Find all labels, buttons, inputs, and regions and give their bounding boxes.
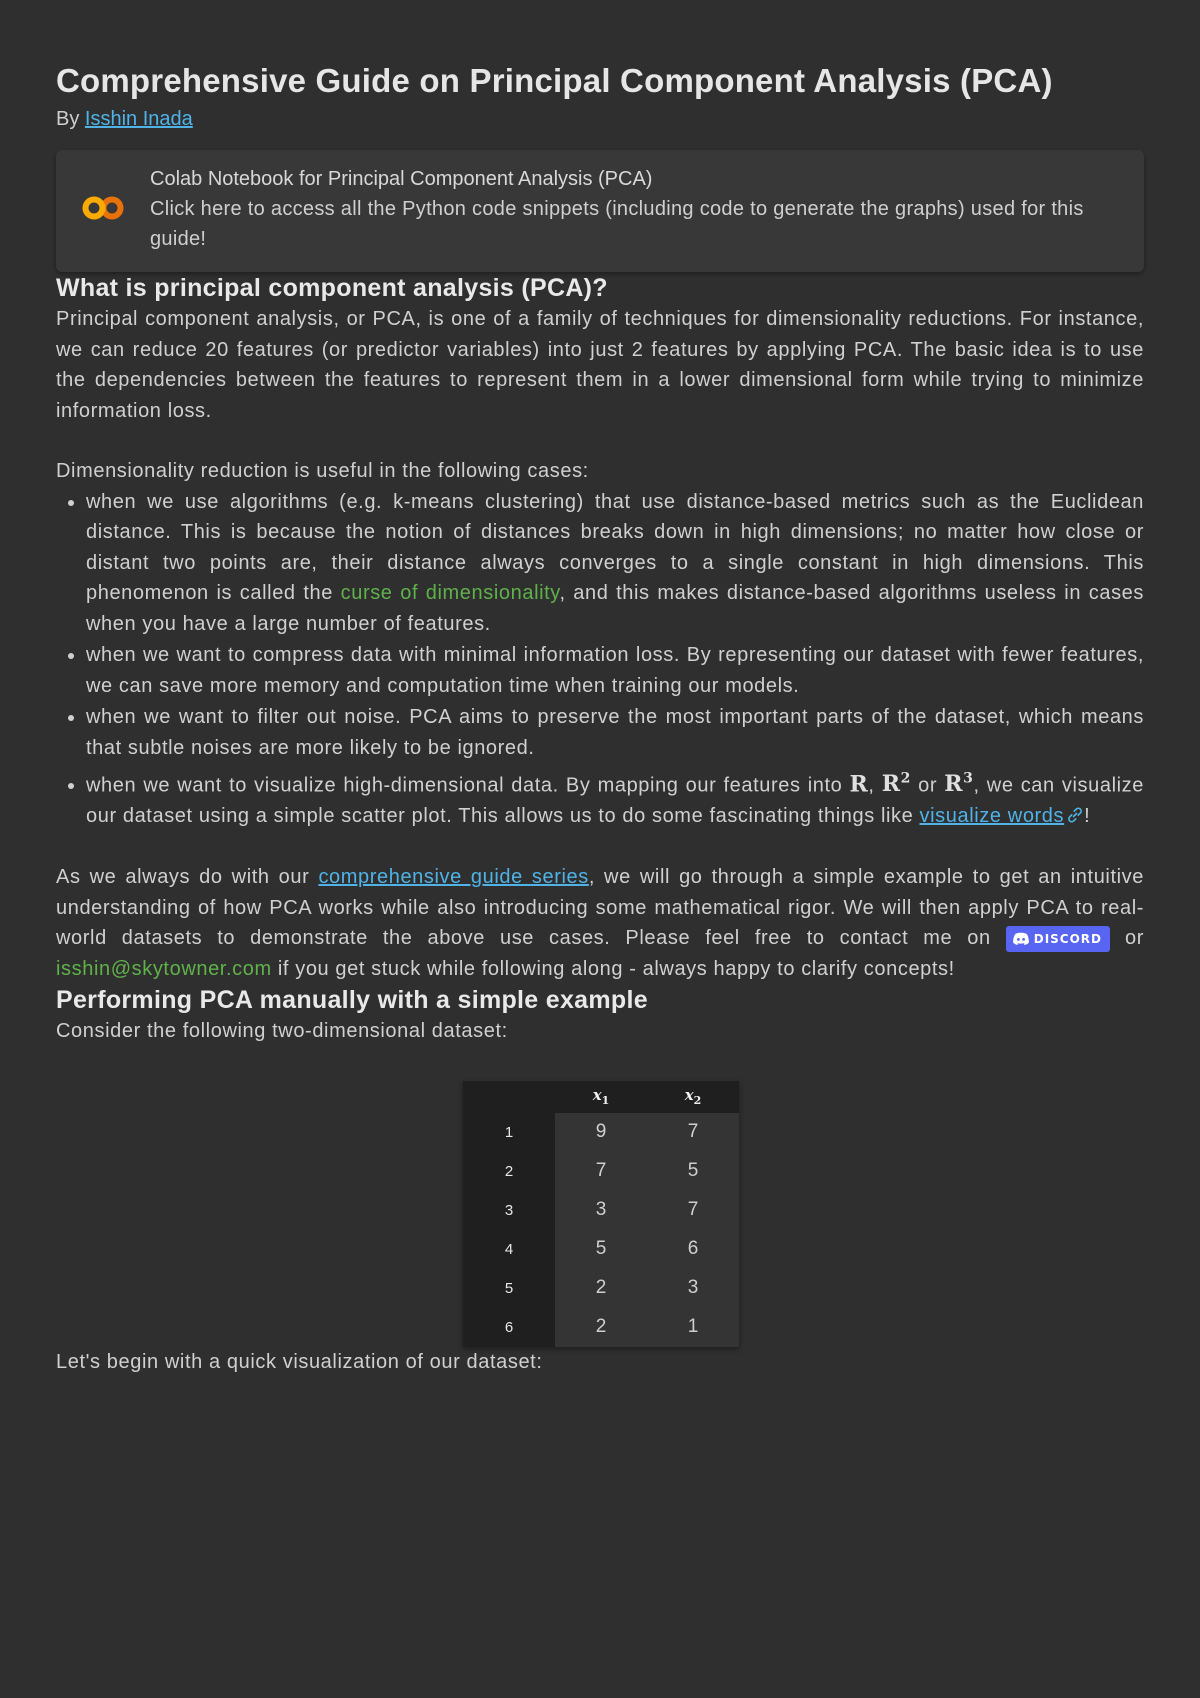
table-row bbox=[463, 1230, 739, 1269]
cell-x1: 3 bbox=[555, 1191, 647, 1230]
math-r1 bbox=[850, 771, 869, 797]
list-item: • when we want to filter out noise. PCA aims to preserve the most important parts of the dataset, which means that subtle noises are more likely to be ignored. bbox=[86, 702, 1144, 763]
index-header bbox=[463, 1081, 555, 1113]
colab-card-title: Colab Notebook for Principal Component Analysis (PCA) bbox=[150, 168, 653, 190]
dataset-table bbox=[463, 1081, 739, 1347]
x2-sub: 2 bbox=[693, 1094, 702, 1108]
table-header-row bbox=[463, 1081, 739, 1113]
external-link-chain-icon[interactable] bbox=[1066, 806, 1084, 824]
cell-x2: 6 bbox=[647, 1230, 739, 1269]
math-r3-exponent: 3 bbox=[963, 771, 974, 787]
cell-x1: 2 bbox=[555, 1308, 647, 1347]
column-header-x1 bbox=[555, 1081, 647, 1113]
math-r3-symbol: R bbox=[944, 771, 964, 798]
discord-button-label: DISCORD bbox=[1033, 932, 1103, 947]
row-index: 4 bbox=[463, 1230, 555, 1269]
table-row bbox=[463, 1269, 739, 1308]
author-link[interactable]: Isshin Inada bbox=[84, 108, 193, 130]
math-or: or bbox=[910, 774, 945, 797]
dataset-intro-paragraph: Consider the following two-dimensional dataset: bbox=[56, 1020, 508, 1043]
page-title: Comprehensive Guide on Principal Component Analysis (PCA) bbox=[56, 62, 1053, 99]
section-heading-manual-pca: Performing PCA manually with a simple example bbox=[56, 986, 648, 1015]
math-r2-exponent: 2 bbox=[900, 771, 911, 787]
table-row bbox=[463, 1152, 739, 1191]
cell-x1: 7 bbox=[555, 1152, 647, 1191]
list-item: • when we want to compress data with minimal information loss. By representing our dataset with fewer features, we can save more memory and computation time when training our models. bbox=[86, 640, 1144, 701]
paragraph-gap bbox=[56, 832, 1144, 862]
table-row bbox=[463, 1191, 739, 1230]
x1-var: x bbox=[592, 1086, 602, 1105]
cell-x2: 1 bbox=[647, 1308, 739, 1347]
math-r3 bbox=[944, 771, 973, 797]
series-text-middle: , we will go through a simple example to get an intuitive understanding of how PCA works while also introducing some mathematical rigor. We will then apply PCA to real-world datasets to demonstrate the above use cases. Please feel free to contact me on bbox=[56, 866, 1144, 950]
case4-text-before: when we want to visualize high-dimensional data. By mapping our features into bbox=[86, 774, 850, 797]
series-paragraph bbox=[56, 862, 1144, 984]
cell-x2: 3 bbox=[647, 1269, 739, 1308]
table-row bbox=[463, 1113, 739, 1152]
cell-x2: 5 bbox=[647, 1152, 739, 1191]
colab-logo-icon bbox=[82, 196, 124, 220]
cell-x1: 9 bbox=[555, 1113, 647, 1152]
visualization-lead-paragraph: Let's begin with a quick visualization of our dataset: bbox=[56, 1350, 543, 1373]
cell-x2: 7 bbox=[647, 1113, 739, 1152]
paragraph-gap bbox=[56, 426, 1144, 456]
column-header-x2 bbox=[647, 1081, 739, 1113]
case4-text-after: ! bbox=[1084, 804, 1091, 827]
discord-button[interactable] bbox=[1006, 926, 1110, 952]
cell-x2: 7 bbox=[647, 1191, 739, 1230]
row-index: 2 bbox=[463, 1152, 555, 1191]
case1-text-after: , and this makes distance-based algorithms useless in cases when you have a large number of features. bbox=[86, 582, 1145, 635]
colab-notebook-card[interactable] bbox=[56, 150, 1144, 272]
section-heading-what-is-pca: What is principal component analysis (PCA)? bbox=[56, 274, 608, 302]
row-index: 3 bbox=[463, 1191, 555, 1230]
list-item bbox=[86, 764, 1144, 831]
series-text-before: As we always do with our bbox=[56, 866, 319, 889]
row-index: 6 bbox=[463, 1308, 555, 1347]
row-index: 1 bbox=[463, 1113, 555, 1152]
table-row bbox=[463, 1308, 739, 1347]
math-r2-symbol: R bbox=[881, 771, 901, 798]
discord-icon bbox=[1012, 932, 1030, 946]
row-index: 5 bbox=[463, 1269, 555, 1308]
math-r2 bbox=[882, 771, 911, 797]
x1-sub: 1 bbox=[601, 1094, 610, 1108]
visualize-words-link[interactable]: visualize words bbox=[919, 804, 1065, 827]
case1-text-before: when we use algorithms (e.g. k-means clustering) that use distance-based metrics such as the Euclidean distance. This is because the notion of distances breaks down in high dimensions; no matter how close or distant two points are, their distance always converges to a single constant in high dimensions. This phenomenon is called the bbox=[86, 490, 1144, 604]
series-text-or: or bbox=[1110, 927, 1145, 950]
cell-x1: 5 bbox=[555, 1230, 647, 1269]
byline-prefix: By bbox=[56, 108, 85, 130]
curse-of-dimensionality-link[interactable]: curse of dimensionality bbox=[340, 582, 560, 604]
colab-card-description: Click here to access all the Python code snippets (including code to generate the graphs) used for this guide! bbox=[150, 198, 1084, 250]
case4-text-middle: , we can visualize our dataset using a simple scatter plot. This allows us to do some fascinating things like bbox=[86, 774, 1144, 827]
use-case-list bbox=[56, 487, 1144, 832]
email-link[interactable]: isshin@skytowner.com bbox=[56, 957, 272, 980]
list-item bbox=[86, 487, 1144, 640]
dataset-table-wrapper bbox=[56, 1081, 1144, 1347]
pca-intro-paragraph: Principal component analysis, or PCA, is one of a family of techniques for dimensionality reductions. For instance, we can reduce 20 features (or predictor variables) into just 2 features by applying PCA. The basic idea is to use the dependencies between the features to represent them in a lower dimensional form while trying to minimize information loss. bbox=[56, 308, 1144, 422]
cases-lead-paragraph: Dimensionality reduction is useful in the following cases: bbox=[56, 460, 589, 482]
math-comma: , bbox=[868, 774, 882, 797]
byline bbox=[56, 106, 1144, 132]
x2-var: x bbox=[684, 1086, 694, 1105]
math-r1-symbol: R bbox=[849, 771, 869, 798]
comprehensive-guide-series-link[interactable]: comprehensive guide series bbox=[318, 866, 589, 889]
series-text-after: if you get stuck while following along - always happy to clarify concepts! bbox=[271, 957, 955, 980]
cell-x1: 2 bbox=[555, 1269, 647, 1308]
